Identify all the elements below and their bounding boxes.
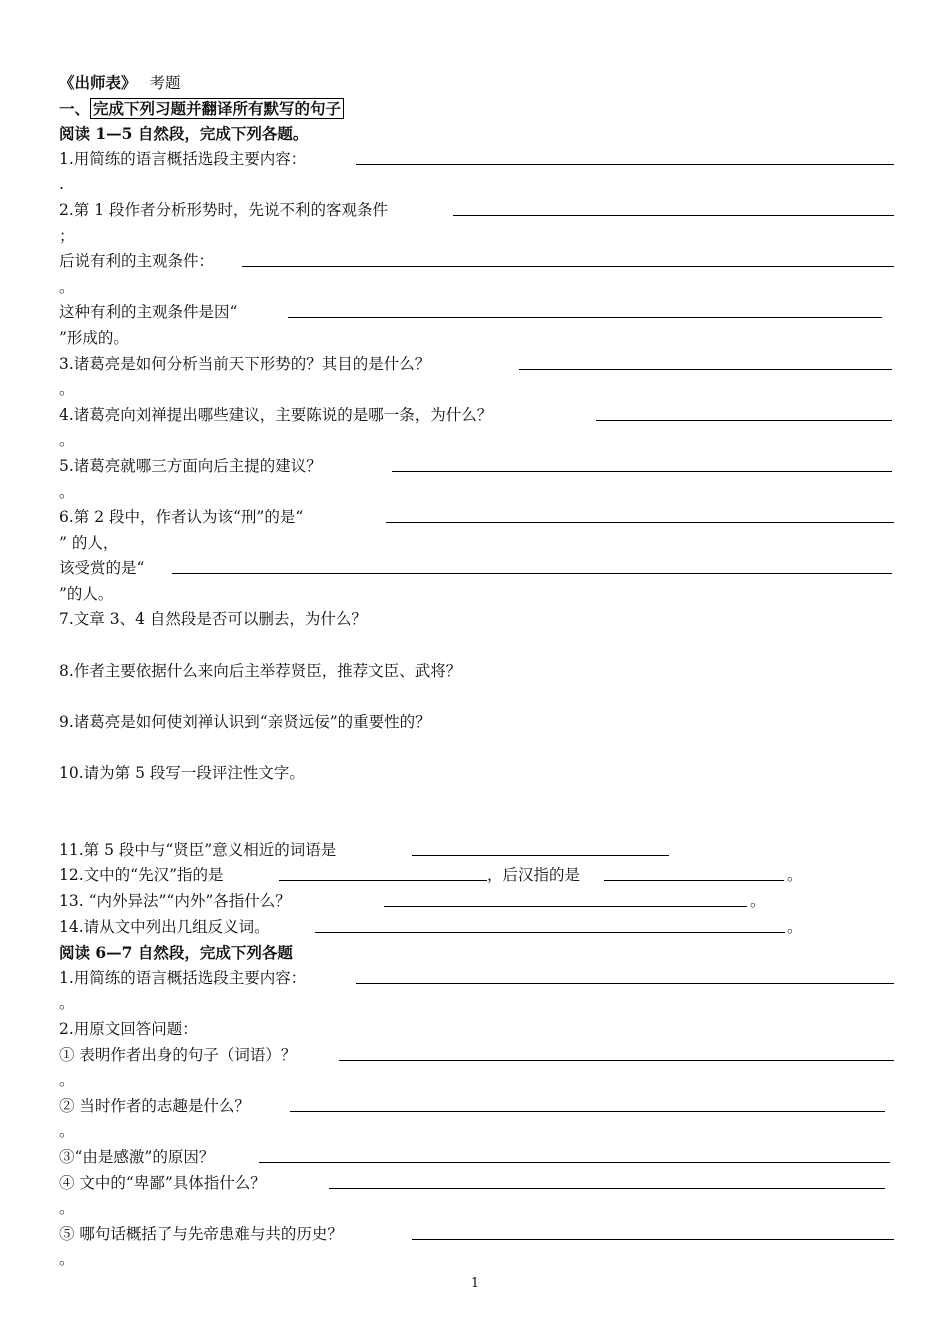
answer-blank[interactable]	[596, 420, 892, 421]
question-text: 4.诸葛亮向刘禅提出哪些建议，主要陈说的是哪一条，为什么？	[59, 405, 493, 424]
question-5-end: 。	[59, 482, 75, 501]
part1-heading: 阅读 1—5 自然段，完成下列各题。	[59, 124, 309, 144]
question-2b	[59, 249, 894, 275]
answer-blank[interactable]	[242, 266, 894, 267]
section-title: 完成下列习题并翻译所有默写的句子	[90, 98, 344, 119]
answer-blank[interactable]	[386, 522, 894, 523]
question-9: 9.诸葛亮是如何使刘禅认识到“亲贤远佞”的重要性的？	[59, 712, 431, 731]
question-text: 该受赏的是“	[59, 559, 145, 578]
answer-blank[interactable]	[329, 1188, 885, 1189]
answer-blank[interactable]	[384, 906, 747, 907]
question-text: 5.诸葛亮就哪三方面向后主提的建议？	[59, 456, 322, 475]
question-text: ③“由是感激”的原因？	[59, 1147, 215, 1166]
answer-blank[interactable]	[453, 215, 894, 216]
sub-question-5-end: 。	[59, 1250, 75, 1269]
worksheet	[59, 70, 894, 1273]
question-text: ① 表明作者出身的句子（词语）？	[59, 1045, 297, 1064]
question-2c-end: ”形成的。	[59, 328, 129, 347]
part2-question-1-end: 。	[59, 994, 75, 1013]
answer-blank[interactable]	[356, 164, 894, 165]
question-14	[59, 915, 894, 941]
answer-blank[interactable]	[356, 983, 894, 984]
question-text: ② 当时作者的志趣是什么？	[59, 1096, 250, 1115]
question-4-end: 。	[59, 431, 75, 450]
question-12	[59, 863, 894, 889]
question-text: ⑤ 哪句话概括了与先帝患难与共的历史？	[59, 1224, 343, 1243]
sub-question-2	[59, 1094, 894, 1120]
sub-question-5	[59, 1222, 894, 1248]
answer-blank[interactable]	[519, 369, 892, 370]
sub-question-2-end: 。	[59, 1122, 75, 1141]
question-text: 3.诸葛亮是如何分析当前天下形势的？其目的是什么？	[59, 354, 431, 373]
question-6b-end: ”的人。	[59, 584, 114, 603]
question-text: 11.第 5 段中与“贤臣”意义相近的词语是	[59, 840, 337, 859]
answer-blank[interactable]	[288, 317, 882, 318]
question-end: 。	[787, 917, 803, 936]
question-6b	[59, 556, 894, 582]
question-text-2: ，后汉指的是	[487, 866, 581, 885]
question-text: 1.用简练的语言概括选段主要内容：	[59, 968, 307, 987]
question-2-end: ；	[59, 226, 75, 245]
sub-question-1	[59, 1043, 894, 1069]
section-number: 一、	[59, 98, 91, 118]
question-end: 。	[787, 866, 803, 885]
answer-blank[interactable]	[412, 855, 669, 856]
doc-title: 《出师表》	[59, 73, 137, 92]
question-text: 1.用简练的语言概括选段主要内容：	[59, 149, 307, 168]
question-text: 13. “内外异法”“内外”各指什么？	[59, 892, 291, 910]
answer-blank[interactable]	[259, 1162, 890, 1163]
question-text: 后说有利的主观条件：	[59, 252, 215, 271]
answer-blank[interactable]	[412, 1239, 894, 1240]
part2-question-1	[59, 966, 894, 992]
question-3-end: 。	[59, 380, 75, 399]
title-row	[59, 70, 894, 96]
question-7: 7.文章 3、4 自然段是否可以删去，为什么？	[59, 610, 367, 629]
question-6-end: ” 的人，	[59, 533, 119, 552]
question-1-end: .	[59, 175, 64, 194]
question-1	[59, 147, 894, 173]
answer-blank[interactable]	[172, 573, 892, 574]
question-10: 10.请为第 5 段写一段评注性文字。	[59, 764, 305, 783]
question-text: 这种有利的主观条件是因“	[59, 303, 238, 322]
part2-question-2: 2.用原文回答问题：	[59, 1019, 198, 1038]
answer-blank[interactable]	[279, 880, 487, 881]
sub-question-3	[59, 1145, 894, 1171]
question-4	[59, 403, 894, 429]
question-text: 2.第 1 段作者分析形势时，先说不利的客观条件	[59, 200, 389, 219]
question-3	[59, 352, 894, 378]
answer-blank[interactable]	[392, 471, 892, 472]
doc-subtitle: 考题	[149, 74, 181, 92]
answer-blank[interactable]	[339, 1060, 894, 1061]
question-end: 。	[750, 892, 766, 910]
question-text: 14.请从文中列出几组反义词。	[59, 917, 270, 936]
question-6	[59, 505, 894, 531]
question-2c	[59, 300, 894, 326]
question-11	[59, 838, 894, 864]
question-text: 12.文中的“先汉”指的是	[59, 866, 224, 885]
question-13	[59, 889, 894, 915]
answer-blank[interactable]	[290, 1111, 885, 1112]
part2-heading: 阅读 6—7 自然段，完成下列各题	[59, 943, 293, 963]
question-8: 8.作者主要依据什么来向后主举荐贤臣，推荐文臣、武将？	[59, 661, 462, 680]
page-number: 1	[470, 1276, 480, 1291]
question-text: ④ 文中的“卑鄙”具体指什么？	[59, 1173, 266, 1192]
sub-question-4	[59, 1171, 894, 1197]
answer-blank[interactable]	[315, 932, 785, 933]
answer-blank[interactable]	[604, 880, 784, 881]
question-2	[59, 198, 894, 224]
question-2b-end: 。	[59, 277, 75, 296]
sub-question-4-end: 。	[59, 1199, 75, 1218]
question-text: 6.第 2 段中，作者认为该“刑”的是“	[59, 508, 304, 527]
section-heading	[59, 96, 894, 122]
question-5	[59, 454, 894, 480]
sub-question-1-end: 。	[59, 1071, 75, 1090]
